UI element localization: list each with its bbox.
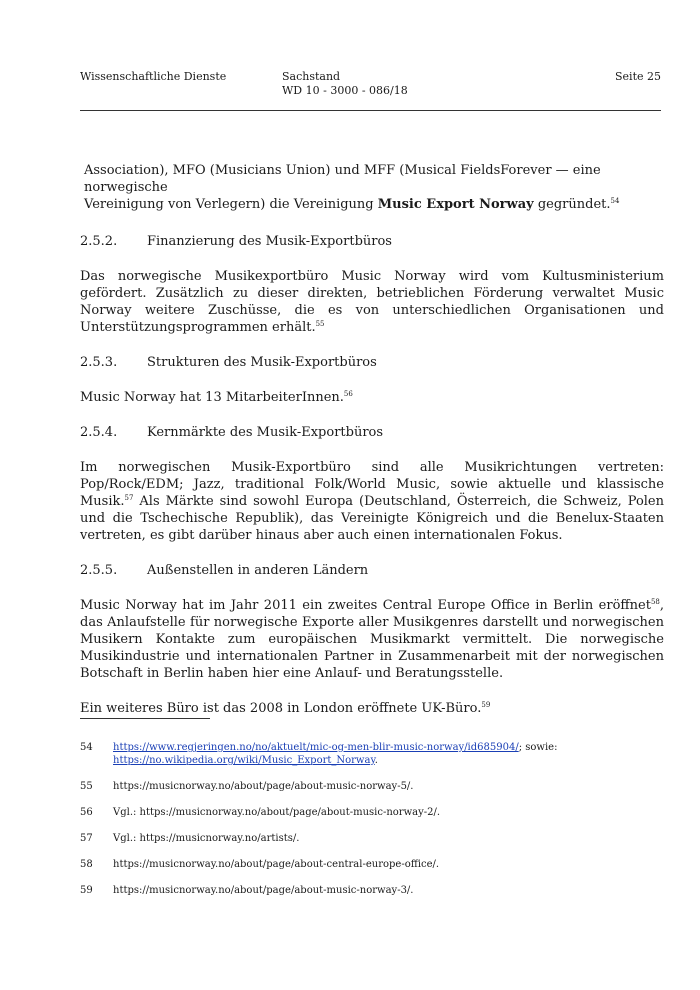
section-paragraph-255 [80,597,664,682]
paragraph-text: Music Norway hat 13 MitarbeiterInnen. [80,390,344,405]
paragraph-text-continued: , das Anlaufstelle für norwegische Exporte aller Musikgenres darstellt und norwegischen Musikern Kontakte zum europäischen Musikmarkt vermittelt. Die norwegische Musikindustrie und internationalen Partner in Zusammenarbeit mit der norwegischen Botschaft in Berlin haben hier eine Anlauf- und Beratungsstelle. [80,598,664,681]
footnote-end: . [374,755,378,766]
footnote-number: 55 [80,781,93,792]
footnote-separator: ; sowie: [518,742,558,753]
footnote-57 [80,832,664,845]
paragraph-text: Im norwegischen Musik-Exportbüro sind alle Musikrichtungen vertreten: Pop/Rock/EDM; Jazz, traditional Folk/World Music, sowie aktuelle und klassische Musik. [80,460,664,509]
section-number: 2.5.5. [80,563,118,578]
header-institution: Wissenschaftliche Dienste [80,70,227,83]
footnote-56 [80,806,664,819]
intro-paragraph [80,162,664,213]
section-title: Kernmärkte des Musik-Exportbüros [147,425,384,440]
section-paragraph-254 [80,459,664,544]
header-page-number: Seite 25 [615,70,661,83]
footnote-link-regjeringen[interactable]: https://www.regjeringen.no/no/aktuelt/mic-og-men-blir-music-norway/id685904/ [113,742,519,753]
section-number: 2.5.3. [80,355,118,370]
section-paragraph-255b [80,700,664,717]
footnotes [80,741,664,897]
section-title: Strukturen des Musik-Exportbüros [147,355,377,370]
paragraph-text: Das norwegische Musikexportbüro Music Norway wird vom Kultusministerium gefördert. Zusätzlich zu dieser direkten, betrieblichen Förderung verwaltet Music Norway weitere Zuschüsse, die es von unterschiedlichen Organisationen und Unterstützungsprogrammen erhält. [80,269,664,335]
intro-bold-name: Music Export Norway [377,197,534,212]
section-heading-253 [80,354,664,371]
section-title: Außenstellen in anderen Ländern [147,563,369,578]
intro-line2-pre: Vereinigung von Verlegern) die Vereinigung [84,197,378,212]
footnote-ref-55[interactable]: 55 [315,320,325,328]
header-doc-number: WD 10 - 3000 - 086/18 [282,84,408,97]
footnote-number: 58 [80,859,93,870]
footnote-ref-58[interactable]: 58 [650,598,660,606]
footnote-number: 59 [80,885,93,896]
main-text [80,162,664,717]
footnote-55 [80,780,664,793]
footnote-text: Vgl.: https://musicnorway.no/artists/. [113,833,300,844]
footnote-ref-59[interactable]: 59 [481,701,491,709]
paragraph-text-continued: Als Märkte sind sowohl Europa (Deutschland, Österreich, die Schweiz, Polen und die Tschechische Republik), das Vereinigte Königreich und die Benelux-Staaten vertreten, es gibt darüber hinaus aber auch einen internationalen Fokus. [80,494,664,543]
footnote-divider [80,718,210,719]
intro-line1: Association), MFO (Musicians Union) und MFF (Musical FieldsForever — eine norwegische [84,163,601,195]
footnote-text: Vgl.: https://musicnorway.no/about/page/about-music-norway-2/. [113,807,441,818]
footnote-text: https://musicnorway.no/about/page/about-central-europe-office/. [113,859,440,870]
footnote-text: https://musicnorway.no/about/page/about-music-norway-3/. [113,885,414,896]
footnote-ref-56[interactable]: 56 [343,390,353,398]
section-paragraph-252 [80,268,664,336]
section-number: 2.5.4. [80,425,118,440]
section-heading-255 [80,562,664,579]
page-header [80,70,661,110]
paragraph-text: Ein weiteres Büro ist das 2008 in London eröffnete UK-Büro. [80,701,482,716]
header-divider [80,110,661,111]
footnote-number: 57 [80,833,93,844]
footnote-54 [80,741,664,767]
footnote-number: 54 [80,742,93,753]
footnote-58 [80,858,664,871]
footnote-ref-57[interactable]: 57 [124,494,134,502]
section-paragraph-253 [80,389,664,406]
footnote-59 [80,884,664,897]
section-heading-252 [80,233,664,250]
footnote-number: 56 [80,807,93,818]
footnote-ref-54[interactable]: 54 [610,197,620,205]
header-document-info [282,70,408,98]
footnote-link-wikipedia[interactable]: https://no.wikipedia.org/wiki/Music_Export_Norway [113,755,375,766]
section-heading-254 [80,424,664,441]
header-doc-type: Sachstand [282,70,341,83]
section-title: Finanzierung des Musik-Exportbüros [147,234,392,249]
section-number: 2.5.2. [80,234,118,249]
footnote-text: https://musicnorway.no/about/page/about-music-norway-5/. [113,781,414,792]
footnote-text [113,741,664,767]
intro-line2-post: gegründet. [533,197,611,212]
paragraph-text: Music Norway hat im Jahr 2011 ein zweites Central Europe Office in Berlin eröffnet [80,598,651,613]
